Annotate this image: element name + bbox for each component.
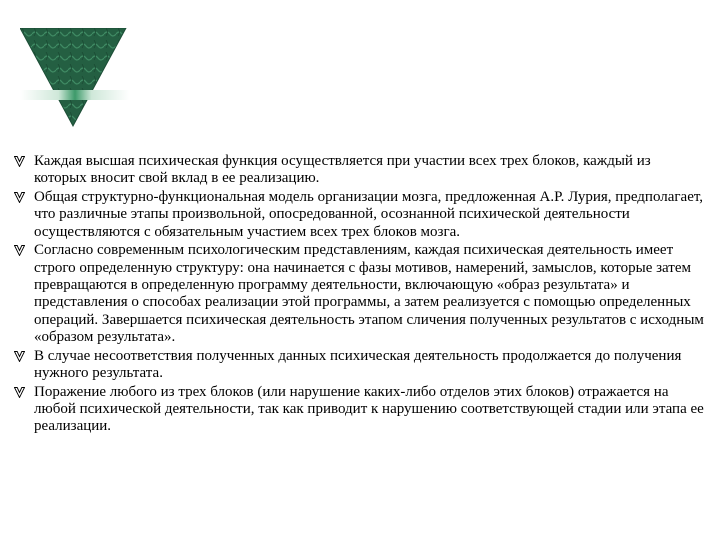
- bullet-item: [14, 348, 704, 383]
- checkmark-v-icon: [14, 245, 25, 256]
- bullet-item: [14, 242, 704, 346]
- bullet-text: В случае несоответствия полученных данных психическая деятельность продолжается до получения нужного результата.: [34, 347, 682, 382]
- bullet-item: [14, 384, 704, 436]
- checkmark-v-icon: [14, 192, 25, 203]
- checkmark-v-icon: [14, 351, 25, 362]
- bullet-text: Поражение любого из трех блоков (или нарушение каких-либо отделов этих блоков) отражается на любой психической деятельности, так как приводит к нарушению соответствующей стадии или этапа ее реализации.: [34, 383, 704, 435]
- bullet-text: Общая структурно-функциональная модель организации мозга, предложенная А.Р. Лурия, предполагает, что различные этапы произвольной, опосредованной, осознанной психической деятельности осуществляются с обязательным участием всех трех блоков мозга.: [34, 189, 704, 240]
- checkmark-v-icon: [14, 387, 25, 398]
- bullet-item: [14, 153, 704, 188]
- bullet-item: [14, 189, 704, 241]
- bullet-list-container: [14, 153, 704, 437]
- bullet-text: Согласно современным психологическим представлениям, каждая психическая деятельность имеет строго определенную структуру: она начинается с фазы мотивов, намерений, замыслов, которые затем превращаются в определенную программу деятельности, включающую «образ результата» и представления о способах реализации этой программы, а затем реализуется с помощью определенных операций. Завершается психическая деятельность этапом сличения полученных результатов с исходным «образом результата».: [34, 242, 704, 345]
- bullet-list: [14, 153, 704, 436]
- bullet-text: Каждая высшая психическая функция осуществляется при участии всех трех блоков, каждый из которых вносит свой вклад в ее реализацию.: [34, 153, 651, 187]
- green-triangle-emblem-icon: [20, 28, 130, 128]
- checkmark-v-icon: [14, 156, 25, 167]
